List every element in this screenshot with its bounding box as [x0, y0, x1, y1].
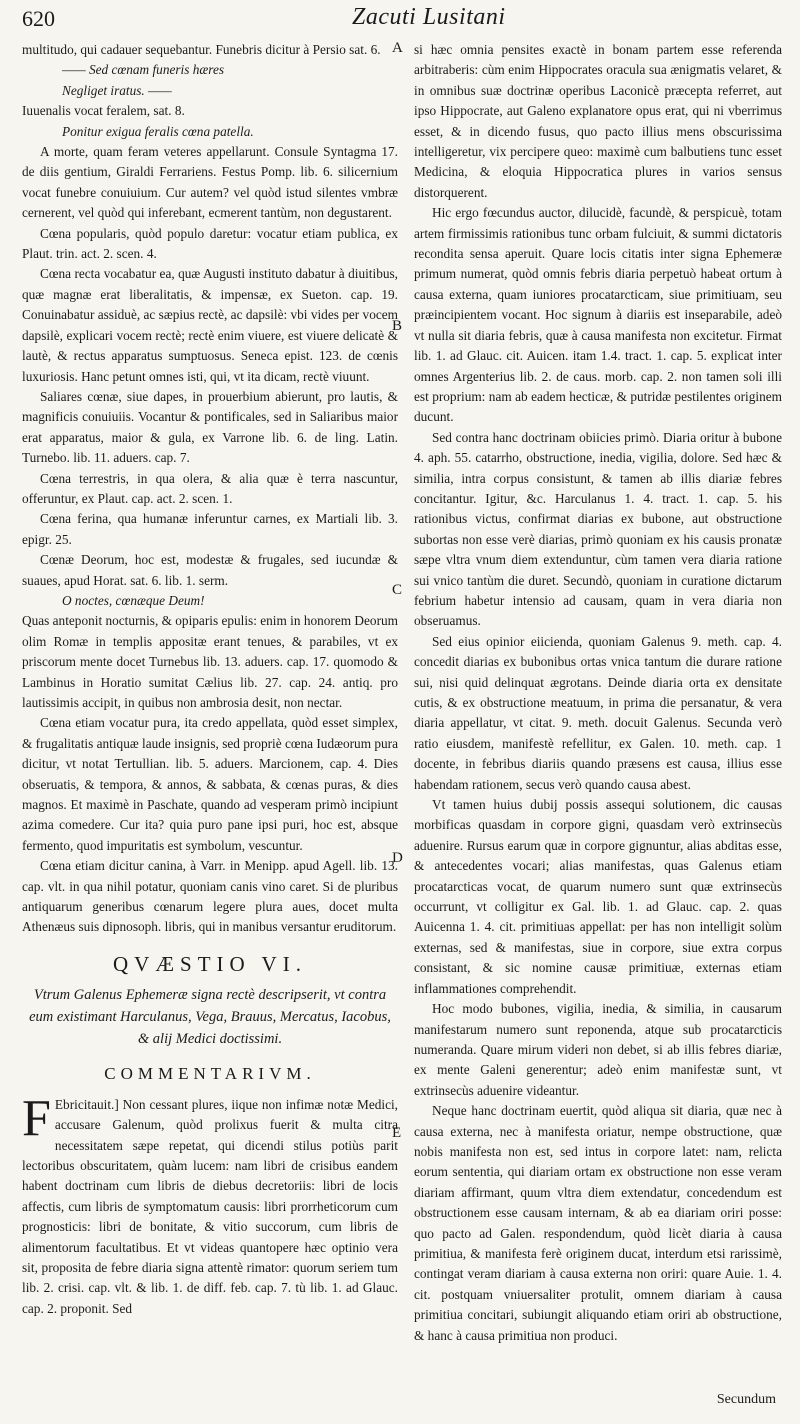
right-paragraph: Vt tamen huius dubij possis assequi solutionem, dic causas morbificas quasdam in corpore gigni, quasdam verò extrinsecùs aduenire. Rursus earum quæ in corpore gignuntur, alias abditas esse, & antecedentes vocari; alias manifestas, quas Galenus etiam procatarcticas vocat, de quarum numero sunt quæ extrinsecùs occurrunt, vt colligitur ex Gal. lib. 1. ad Glauc. cap. 2. quas Auicenna 1. 4. cit. primitiuas appellat: per has non intelligit solùm externas, sed & manifestas, siue in corpore, siue extra corpus consistant, & sic nomine causæ primitiuæ, externas etiam inflammationes comprehendit.: [414, 797, 782, 996]
left-paragraph: Saliares cœnæ, siue dapes, in prouerbium abierunt, pro lautis, & magnificis conuiuiis. Vocantur & pontificales, sed in Saliaribus maior erat apparatus, maior & gula, ex Varrone lib. 6. de ling. Latin. Turnebo. lib. 11. aduers. cap. 7.: [22, 388, 398, 466]
left-paragraph: Cœna popularis, quòd populo daretur: vocatur etiam publica, ex Plaut. trin. act. 2. scen. 4.: [22, 225, 398, 262]
left-paragraph: Cœna etiam vocatur pura, ita credo appellata, quòd esset simplex, & frugalitatis antiquæ laude insignis, sed propriè cœna Iudæorum pura dicitur, vt notat Tertullian. lib. 5. aduers. Marcionem, cap. 4. Dies obseruatis, & tempora, & annos, & sabbata, & cœnas puras, & dies magnos. Et maximè in Paschate, quando ad vesperam primò incipiunt azima comedere. Cur ita? quia puro pane ipsi puri, hoc est, absque fermento, quod impuritatis est symbolum, vescuntur.: [22, 715, 398, 853]
margin-letter: C: [392, 582, 403, 598]
margin-letter: D: [392, 850, 403, 866]
right-paragraph: si hæc omnia pensites exactè in bonam partem esse referenda arbitraberis: cùm enim Hippocrates oracula sua ænigmatis velaret, & in omnibus suæ doctrinæ operibus Laconicè præcepta referret, aut ipso Hippocrate, aut Galeno explanatore opus erat, qui ni vberrimus esset, & in dicendo fusus, quo pacto illius mens obscurissima intelligeretur, vix percipere queo: maximè cum balbutiens tunc esset Medicina, & eloquia Hippocratica plures in varios sensus distorquerent.: [414, 42, 782, 200]
left-paragraph: Iuuenalis vocat feralem, sat. 8.: [22, 103, 185, 119]
quaestio-subtitle: Vtrum Galenus Ephemeræ signa rectè descripserit, vt contra eum existimant Harculanus, Vega, Brauus, Mercatus, Iacobus, & alij Medici doctissimi.: [29, 987, 391, 1048]
left-paragraph: Cœna ferina, qua humanæ inferuntur carnes, ex Martiali lib. 3. epigr. 25.: [22, 511, 398, 547]
left-paragraph: Quas anteponit nocturnis, & opiparis epulis: enim in honorem Deorum olim Romæ in templis appositæ erant tenues, & parabiles, vt ex priscorum mente docet Turnebus lib. 13. aduers. cap. 17. quomodo & Lambinus in Horatio sumitat Cælius lib. 27. cap. 24. antiq. pro lautissimis accipit, in quibus non ambrosia desit, non nectar.: [22, 613, 398, 710]
verse-line: Ponitur exigua feralis cœna patella.: [62, 123, 254, 139]
commentary-text: Ebricitauit.] Non cessant plures, iique non infimæ notæ Medici, accusare Galenum, quòd prolixus fuerit & multa citra necessitatem sæpe repetat, qui dicendi stilus potiùs parit lectoribus obscuritatem, quàm lucem: nam libri de crisibus eandem habent doctrinam cum libris de diebus decretoriis: libri de locis affectis, cum libris de symptomatum causis: libri prorrheticorum cum prognosticis: libri de bonitate, & vitio succorum, cum libris de alimentorum facultatibus. Et vt videas quantopere hæc optinio vera sit, proposita de febre diaria signa attentè rimator: quorum seriem tum lib. 2. crisi. cap. vlt. & lib. 1. de diff. feb. cap. 7. tù lib. 1. ad Glauc. cap. 2. proponit. Sed: [22, 1096, 398, 1316]
drop-capital: F: [22, 1089, 51, 1147]
commentary-first-paragraph: [22, 1089, 398, 1319]
right-paragraph: Sed eius opinior eiicienda, quoniam Galenus 9. meth. cap. 4. concedit diarias ex bubonibus ortas vnica tantum die durare ratione sui, nisi quid delinquat ægrotans. Deinde diaria orta ex densitate cutis, & ex obstructione meatuum, in prima die persanatur, & vera diaria appellatur, vt citat. 9. meth. docuit Galenus. Secunda verò ratio eiusdem, manifestè refellitur, ex Galen. 10. meth. cap. 1 docente, in febribus diariis quando præsens est causa, illius esse habendam rationem, secus verò quando causa abest.: [414, 633, 782, 792]
left-paragraph: Cœna etiam dicitur canina, à Varr. in Menipp. apud Agell. lib. 13. cap. vlt. in qua nihil potatur, quoniam canis vino caret. Si de pluribus antiquarum generibus cœnarum legere plura aues, docet multa Athenæus suis dipnosoph. libris, qui in manibus versantur eruditorum.: [22, 858, 398, 935]
commentarium-heading: COMMENTARIVM.: [104, 1064, 316, 1084]
verse-line: Negliget iratus. ——: [62, 82, 172, 98]
margin-letter: B: [392, 318, 403, 334]
margin-letter: A: [392, 40, 403, 56]
left-paragraph: Cœnæ Deorum, hoc est, modestæ & frugales, sed iucundæ & suaues, apud Horat. sat. 6. lib. 1. serm.: [22, 552, 398, 588]
catchword: Secundum: [716, 1392, 776, 1407]
right-paragraph: Hoc modo bubones, vigilia, inedia, & similia, in causarum manifestarum numero sunt reponenda, atque sub procatarcticis numeranda. Quare mirum videri non debet, si ab illis febres diariæ, ex mente Galeni generentur; adeò enim manifestæ sunt, vt extrinsecùs aduenire videantur.: [414, 1001, 782, 1098]
page-number: 620: [22, 6, 55, 31]
left-paragraph: Cœna recta vocabatur ea, quæ Augusti instituto dabatur à diuitibus, quæ magnæ erat liberalitatis, & impensæ, ex Sueton. cap. 19. Conuinabatur assiduè, ac sæpius rectè, ac dapsilè: vbi vides per vocem dapsilè, explicari vocem rectè; rectè enim viuere, est viuere delicatè & lautè, & rectus apparatus sumptuosus. Seneca epist. 123. de cœnis luxuriosis. Hanc petunt omnes isti, qui, vt ita dicam, rectè viuunt.: [22, 266, 398, 384]
left-column: [22, 40, 398, 1319]
margin-letter: E: [392, 1125, 402, 1141]
verse-line: —— Sed cœnam funeris hæres: [62, 62, 225, 78]
page-header: [22, 4, 778, 38]
running-head: Zacuti Lusitani: [352, 4, 506, 30]
quaestio-title: QVÆSTIO VI.: [113, 951, 307, 976]
left-paragraph: A morte, quam feram veteres appellarunt. Consule Syntagma 17. de diis gentium, Giraldi Ferrariens. Festus Pomp. lib. 6. silicernium vocat funebre conuiuium. Cur autem? vel quòd istud silentes vmbræ cernerent, vel quòd qui inferebant, ecmerent tantùm, non degustarent.: [22, 144, 398, 221]
right-column: [414, 40, 782, 1346]
left-paragraph: multitudo, qui cadauer sequebantur. Funebris dicitur à Persio sat. 6.: [22, 42, 381, 57]
verse-line: O noctes, cœnæque Deum!: [62, 592, 205, 608]
right-paragraph: Neque hanc doctrinam euertit, quòd aliqua sit diaria, quæ nec à causa externa, nec à manifesta oriatur, nempe obstructione, quæ nobis manifesta non est, sed intus in corpore latet: nam, relicta eorum sententia, qui diariam ortam ex obstructione non esse veram diariam affirmant, quum vltra diem extendatur, concedendum est obstructionem esse causam internam, & ab ea diariam oriri posse: quo pacto ad Galen. respondendum, quòd licèt diaria à causa primitiua, & manifesta ferè originem ducat, interdum etsi rarissimè, contingat veram diariam à causa externa non oriri: quare Auie. 1. 4. cit. postquam vniuersaliter protulit, omnem diariam à causa primitiua concitari, subiungit aliquando etiam oriri ab obstructione, & hanc à causa primitiua non produci.: [414, 1103, 782, 1343]
right-paragraph: Hic ergo fœcundus auctor, dilucidè, facundè, & perspicuè, totam artem firmissimis rationibus tunc orbam fulciuit, & summi dictatoris recondita sensa aperuit. Quare locis citatis inter signa Ephemeræ primum numerat, quòd omnis febris diaria perpetuò habeat ortum à causa externa, quam iuniores procatarcticam, siue primitiuam, seu præincipientem vocant. Hoc signum à diariis est inseparabile, adeò vt nulla sit diaria febris, quæ à causa manifesta non excitetur. Firmat lib. 1. ad Glauc. cit. Auicen. itam 1.4. tract. 1. cap. 5. explicat inter omnes Argenterius lib. 2. de caus. morb. cap. 2. non tamen soli illi est proprium: nam ab eadem hecticæ, & putridæ pestilentes originem ducunt.: [414, 205, 782, 425]
left-paragraph: Cœna terrestris, in qua olera, & alia quæ è terra nascuntur, offeruntur, ex Plaut. cap. act. 2. scen. 1.: [22, 470, 398, 506]
right-paragraph: Sed contra hanc doctrinam obiicies primò. Diaria oritur à bubone 4. aph. 55. catarrho, obstructione, inedia, vigilia, dolore. Sed hæc & similia, intra corpus consistunt, & tamen ab illis diariæ febres concitantur. Igitur, &c. Harculanus 1. 4. tract. 1. cap. 5. his rationibus victus, confirmat diarias ex bubone, aut obstructione subortas non esse verè diarias, primò quoniam ex his causis pronatæ sæpe vltra vnum diem extenduntur, cùm tamen vera diaria ratione sui vnico tantùm die duret. Secundò, quoniam in curatione dictarum febrium habetur intensio ad causam, quam in vera diaria non obseruamus.: [414, 429, 782, 629]
